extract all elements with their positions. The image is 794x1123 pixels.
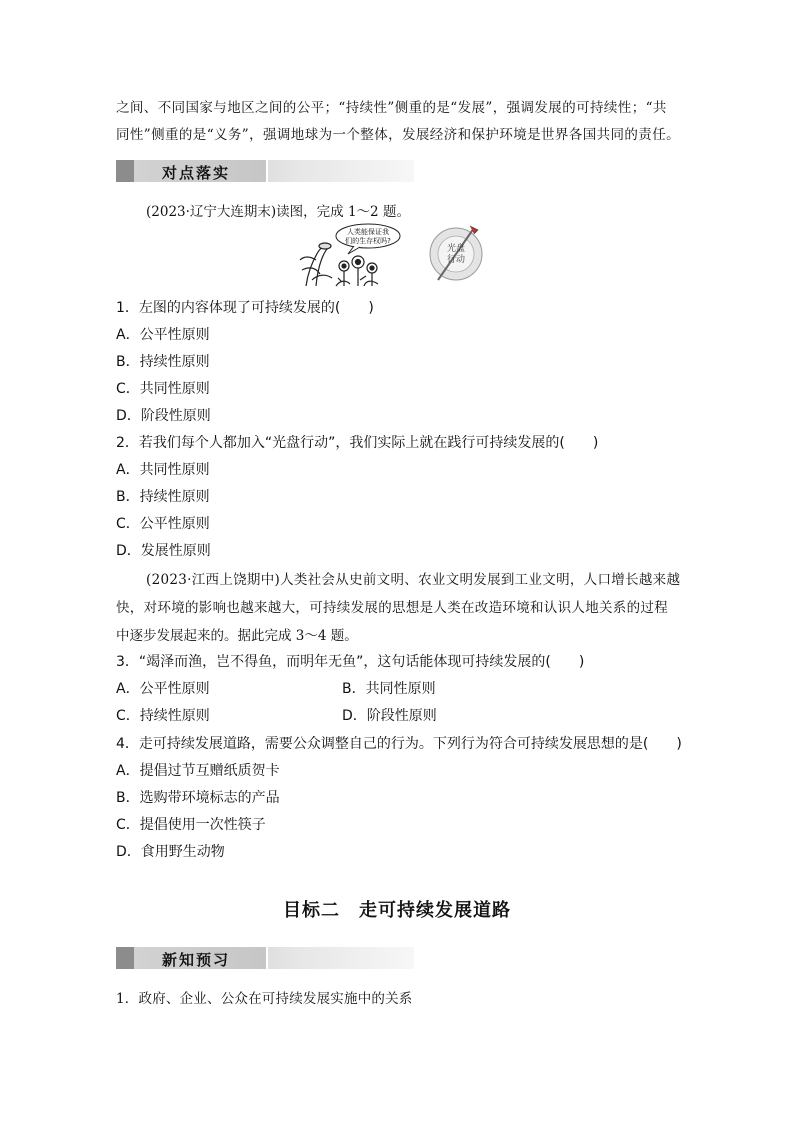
cartoon-figure [298,222,498,288]
q1-option-a[interactable]: A．公平性原则 [116,327,210,343]
preview-item-1: 1．政府、企业、公众在可持续发展实施中的关系 [116,991,413,1007]
source-2-line-1: (2023·江西上饶期中)人类社会从史前文明、农业文明发展到工业文明，人口增长越来越 [146,572,681,588]
q3-option-b[interactable]: B．共同性原则 [342,681,436,697]
q1-option-d[interactable]: D．阶段性原则 [116,408,211,424]
bubble-line-2: 们的生存权吗? [345,237,391,245]
q2-option-c[interactable]: C．公平性原则 [116,516,210,532]
intro-line-1: 之间、不同国家与地区之间的公平；“持续性”侧重的是“发展”，强调发展的可持续性；“共 [116,100,667,116]
q2-option-b[interactable]: B．持续性原则 [116,489,210,505]
plant-illustration [300,243,378,286]
section-title-practice: 对点落实 [162,164,231,182]
badge-line-2: 行动 [446,255,466,265]
section-heading-goal-2: 目标二 走可持续发展道路 [283,900,511,921]
source-2-line-2: 快，对环境的影响也越来越大，可持续发展的思想是人类在改造环境和认识人地关系的过程 [116,600,668,616]
plate-badge [430,226,482,280]
question-2-stem: 2．若我们每个人都加入“光盘行动”，我们实际上就在践行可持续发展的( ) [116,435,599,451]
q1-option-c[interactable]: C．共同性原则 [116,381,210,397]
section-title-preview: 新知预习 [162,951,231,969]
q1-option-b[interactable]: B．持续性原则 [116,354,210,370]
bubble-line-1: 人类能保证我 [347,228,389,236]
speech-bubble [336,224,400,254]
q2-option-d[interactable]: D．发展性原则 [116,543,211,559]
q4-option-c[interactable]: C．提倡使用一次性筷子 [116,817,266,833]
q4-option-a[interactable]: A．提倡过节互赠纸质贺卡 [116,763,280,779]
question-3-stem: 3．“竭泽而渔，岂不得鱼，而明年无鱼”，这句话能体现可持续发展的( ) [116,654,585,670]
q2-option-a[interactable]: A．共同性原则 [116,462,210,478]
question-4-stem: 4．走可持续发展道路，需要公众调整自己的行为。下列行为符合可持续发展思想的是( ) [116,736,682,752]
q3-option-c[interactable]: C．持续性原则 [116,708,210,724]
q3-option-d[interactable]: D．阶段性原则 [342,708,437,724]
q4-option-d[interactable]: D．食用野生动物 [116,844,225,860]
intro-line-2: 同性”侧重的是“义务”，强调地球为一个整体，发展经济和保护环境是世界各国共同的责任。 [116,127,681,143]
question-1-stem: 1．左图的内容体现了可持续发展的( ) [116,300,374,316]
source-2-line-3: 中逐步发展起来的。据此完成 3～4 题。 [116,628,358,644]
source-1: (2023·辽宁大连期末)读图，完成 1～2 题。 [146,204,410,220]
q3-option-a[interactable]: A．公平性原则 [116,681,210,697]
badge-line-1: 光盘 [446,244,466,254]
q4-option-b[interactable]: B．选购带环境标志的产品 [116,790,280,806]
section-bar-practice [116,160,414,182]
section-bar-preview [116,947,414,969]
